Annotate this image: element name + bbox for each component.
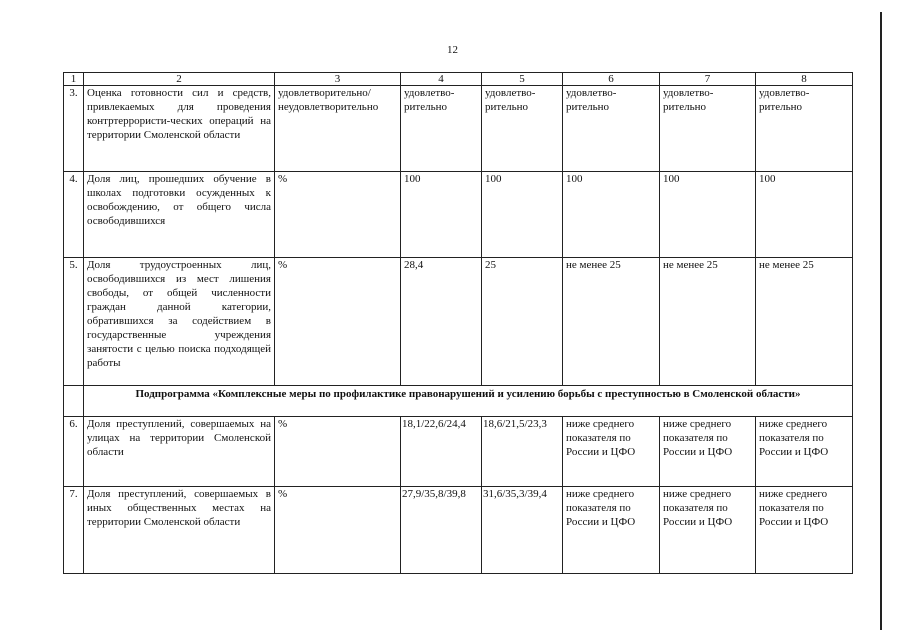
value-cell: не менее 25	[756, 258, 853, 386]
indicator-cell: Доля преступлений, совершаемых на улицах на территории Смоленской области	[84, 417, 275, 487]
header-cell: 6	[563, 73, 660, 86]
row-number: 7.	[64, 487, 84, 574]
header-cell: 1	[64, 73, 84, 86]
header-cell: 8	[756, 73, 853, 86]
unit-cell: %	[275, 172, 401, 258]
row-number: 4.	[64, 172, 84, 258]
value-cell: ниже среднего показателя по России и ЦФО	[563, 417, 660, 487]
unit-cell: %	[275, 487, 401, 574]
value-cell: ниже среднего показателя по России и ЦФО	[660, 417, 756, 487]
table-row	[64, 86, 853, 172]
value-cell: удовлетво-рительно	[660, 86, 756, 172]
value-cell: 25	[482, 258, 563, 386]
value-cell: 100	[482, 172, 563, 258]
value-cell: 18,6/21,5/23,3	[482, 417, 563, 487]
value-cell: 28,4	[401, 258, 482, 386]
header-cell: 3	[275, 73, 401, 86]
page-number: 12	[447, 44, 458, 56]
indicator-cell: Доля трудоустроенных лиц, освободившихся из мест лишения свободы, от общей численности граждан данной категории, обратившихся за содействием в государственные учреждения занятости с целью поиска подходящей работы	[84, 258, 275, 386]
row-number: 3.	[64, 86, 84, 172]
value-cell: 100	[756, 172, 853, 258]
value-cell: ниже среднего показателя по России и ЦФО	[660, 487, 756, 574]
indicators-table	[63, 72, 853, 574]
row-number: 5.	[64, 258, 84, 386]
value-cell: 31,6/35,3/39,4	[482, 487, 563, 574]
value-cell: удовлетво-рительно	[563, 86, 660, 172]
value-cell: 100	[563, 172, 660, 258]
value-cell: удовлетво-рительно	[756, 86, 853, 172]
unit-cell: %	[275, 258, 401, 386]
header-cell: 5	[482, 73, 563, 86]
unit-cell: %	[275, 417, 401, 487]
table-row	[64, 258, 853, 386]
value-cell: 27,9/35,8/39,8	[401, 487, 482, 574]
indicator-cell: Доля преступлений, совершаемых в иных общественных местах на территории Смоленской области	[84, 487, 275, 574]
value-cell: 100	[660, 172, 756, 258]
header-cell: 2	[84, 73, 275, 86]
value-cell: не менее 25	[660, 258, 756, 386]
value-cell: удовлетво-рительно	[482, 86, 563, 172]
header-cell: 7	[660, 73, 756, 86]
table-row	[64, 417, 853, 487]
table-row	[64, 172, 853, 258]
unit-cell: удовлетворительно/ неудовлетворительно	[275, 86, 401, 172]
value-cell: ниже среднего показателя по России и ЦФО	[756, 417, 853, 487]
page-edge-rule	[880, 12, 882, 630]
table-header-row	[64, 73, 853, 86]
indicator-cell: Доля лиц, прошедших обучение в школах подготовки осужденных к освобождению, от общего числа освободившихся	[84, 172, 275, 258]
table-row	[64, 487, 853, 574]
value-cell: удовлетво-рительно	[401, 86, 482, 172]
section-heading: Подпрограмма «Комплексные меры по профилактике правонарушений и усилению борьбы с преступностью в Смоленской области»	[84, 386, 853, 417]
value-cell: ниже среднего показателя по России и ЦФО	[563, 487, 660, 574]
value-cell: 18,1/22,6/24,4	[401, 417, 482, 487]
row-number: 6.	[64, 417, 84, 487]
value-cell: 100	[401, 172, 482, 258]
header-cell: 4	[401, 73, 482, 86]
value-cell: не менее 25	[563, 258, 660, 386]
section-heading-row	[64, 386, 853, 417]
indicator-cell: Оценка готовности сил и средств, привлекаемых для проведения контртеррористи-ческих операций на территории Смоленской области	[84, 86, 275, 172]
value-cell: ниже среднего показателя по России и ЦФО	[756, 487, 853, 574]
section-number-cell	[64, 386, 84, 417]
